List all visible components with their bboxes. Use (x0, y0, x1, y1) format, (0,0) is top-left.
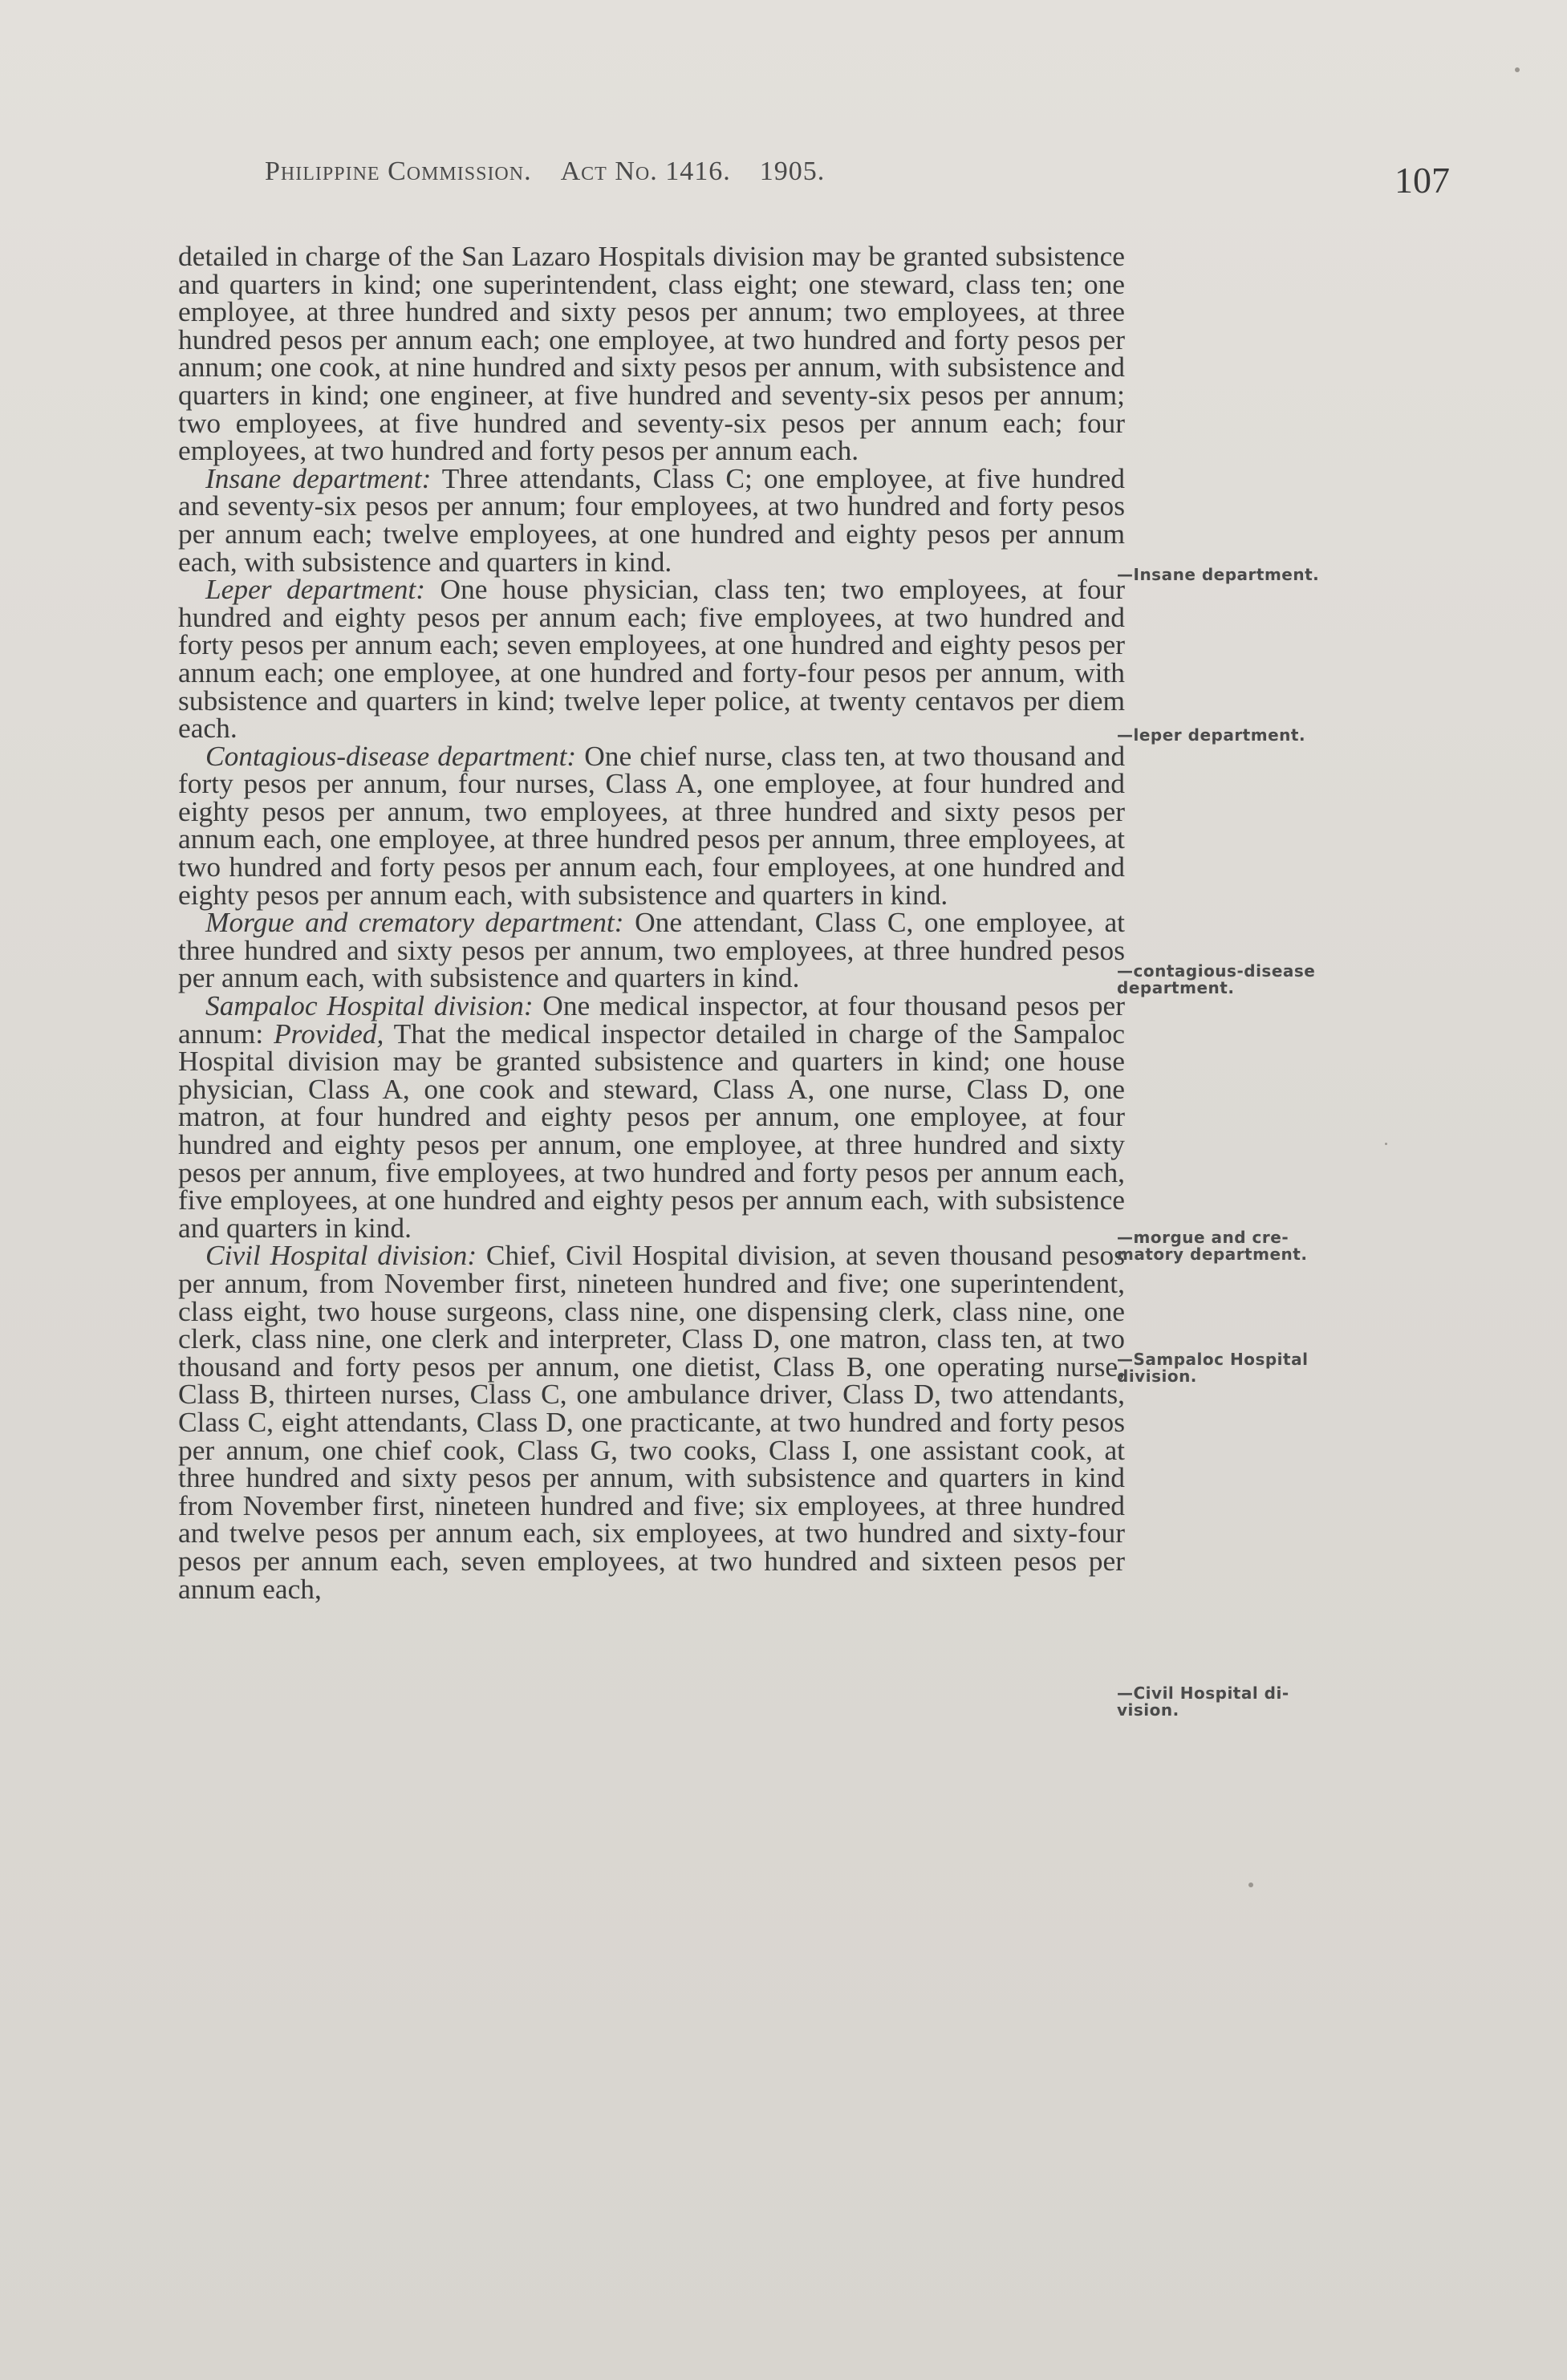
paragraph-heading: Contagious-disease department: (205, 739, 577, 772)
paragraph-heading: Sampaloc Hospital division: (205, 989, 534, 1022)
paragraph-text: One chief nurse, class ten, at two thousand and forty pesos per annum, four nurses, Class A, one employee, at four hundred and eighty pesos per annum, two employees, at three hundred and sixty pesos per annum each, one employee, at three hundred pesos per annum, three employees, at two hundred and forty pesos per annum each, four employees, at one hundred and eighty pesos per annum each, with subsistence and quarters in kind. (178, 739, 1126, 911)
margin-note-line: —Civil Hospital di- (1117, 1683, 1289, 1703)
paragraph-text: Three attendants, Class C; one employee, at five hundred and seventy-six pesos per annum; four employees, at two hundred and forty pesos per annum each; twelve employees, at one hundred and eighty pesos per annum each, with subsistence and quarters in kind. (178, 461, 1125, 578)
paper-speck (1385, 1143, 1387, 1145)
margin-note-line: division. (1117, 1367, 1197, 1386)
body-text (178, 240, 1126, 1605)
act-year: 1905. (759, 156, 826, 186)
margin-note-sampaloc (1117, 1351, 1366, 1385)
paragraph-heading: Insane department: (205, 461, 432, 494)
margin-note-line: department. (1117, 978, 1235, 997)
paragraph-heading: Leper department: (205, 573, 426, 606)
margin-note-line: —contagious-disease (1117, 961, 1316, 981)
page-number: 107 (1394, 160, 1450, 201)
paragraph-san-lazaro-continuation (178, 242, 1125, 465)
margin-note-civil-hospital (1117, 1685, 1366, 1719)
paragraph-text: One attendant, Class C, one employee, at three hundred and sixty pesos per annum, two employees, at three hundred pesos per annum each, with subsistence and quarters in kind. (178, 906, 1126, 994)
paragraph-text: One house physician, class ten; two employees, at four hundred and eighty pesos per annum each; five employees, at two hundred and forty pesos per annum each; seven employees, at one hundred and eighty pesos per annum each; one employee, at one hundred and forty-four pesos per annum, with subsistence and quarters in kind; twelve leper police, at twenty centavos per diem each. (178, 573, 1125, 745)
margin-note-line: —morgue and cre- (1117, 1228, 1289, 1247)
paragraph-insane-department (178, 461, 1125, 578)
margin-note-contagious (1117, 963, 1366, 997)
paragraph-morgue-crematory-department (178, 908, 1125, 992)
margin-note-line: vision. (1117, 1700, 1179, 1720)
margin-note-insane (1117, 567, 1366, 583)
running-title: Philippine Commission. (265, 156, 532, 186)
paper-speck (1248, 1882, 1253, 1887)
paragraph-sampaloc-hospital-division (178, 989, 1125, 1244)
margin-note-leper (1117, 727, 1366, 744)
paragraph-text: Chief, Civil Hospital division, at seven thousand pesos per annum, from November first, nineteen hundred and five; one superintendent, class eight, two house surgeons, class nine, one dispensing clerk, class nine, one clerk, class nine, one clerk and interpreter, Class D, one matron, class ten, at two thousand and forty pesos per annum, one dietist, Class B, one operating nurse, Class B, thirteen nurses, Class C, one ambulance driver, Class D, two attendants, Class C, eight attendants, Class D, one practicante, at two hundred and forty pesos per annum, one chief cook, Class G, two cooks, Class I, one assistant cook, at three hundred and sixty pesos per annum, with subsistence and quarters in kind from November first, nineteen hundred and five; six employees, at three hundred and twelve pesos per annum each, six employees, at two hundred and sixty-four pesos per annum each, seven employees, at two hundred and sixteen pesos per annum each, (178, 1239, 1126, 1605)
margin-note-line: matory department. (1117, 1245, 1308, 1264)
paragraph-text: That the medical inspector detailed in charge of the Sampaloc Hospital division may be granted subsistence and quarters in kind; one house physician, Class A, one cook and steward, Class A, one nurse, Class D, one matron, at four hundred and eighty pesos per annum, one employee, at four hundred and eighty pesos per annum, one employee, at three hundred and sixty pesos per annum, five employees, at two hundred and forty pesos per annum each, five employees, at one hundred and eighty pesos per annum each, with subsistence and quarters in kind. (178, 1017, 1125, 1244)
margin-note-line: —Sampaloc Hospital (1117, 1350, 1309, 1369)
paragraph-heading: Civil Hospital division: (205, 1239, 477, 1272)
paragraph-text-before: One medical inspector, at four thousand pesos per annum: (178, 989, 1125, 1050)
margin-note-line: —Insane department. (1117, 565, 1320, 584)
paragraph-civil-hospital-division (178, 1239, 1126, 1605)
running-header (265, 156, 825, 187)
paragraph-heading: Morgue and crematory department: (205, 906, 624, 939)
paragraph-leper-department (178, 573, 1125, 745)
paper-speck (1515, 67, 1520, 72)
margin-note-morgue (1117, 1229, 1366, 1263)
proviso-word: Provided, (274, 1017, 384, 1050)
act-number: Act No. 1416. (560, 156, 731, 186)
margin-note-line: —leper department. (1117, 725, 1306, 745)
paragraph-contagious-disease-department (178, 739, 1126, 911)
paragraph-text: detailed in charge of the San Lazaro Hospitals division may be granted subsistence and quarters in kind; one superintendent, class eight; one steward, class ten; one employee, at three hundred and sixty pesos per annum; two employees, at three hundred pesos per annum each; one employee, at two hundred and forty pesos per annum; one cook, at nine hundred and sixty pesos per annum, with subsistence and quarters in kind; one engineer, at five hundred and seventy-six pesos per annum; two employees, at five hundred and seventy-six pesos per annum each; four employees, at two hundred and forty pesos per annum each. (178, 240, 1125, 467)
